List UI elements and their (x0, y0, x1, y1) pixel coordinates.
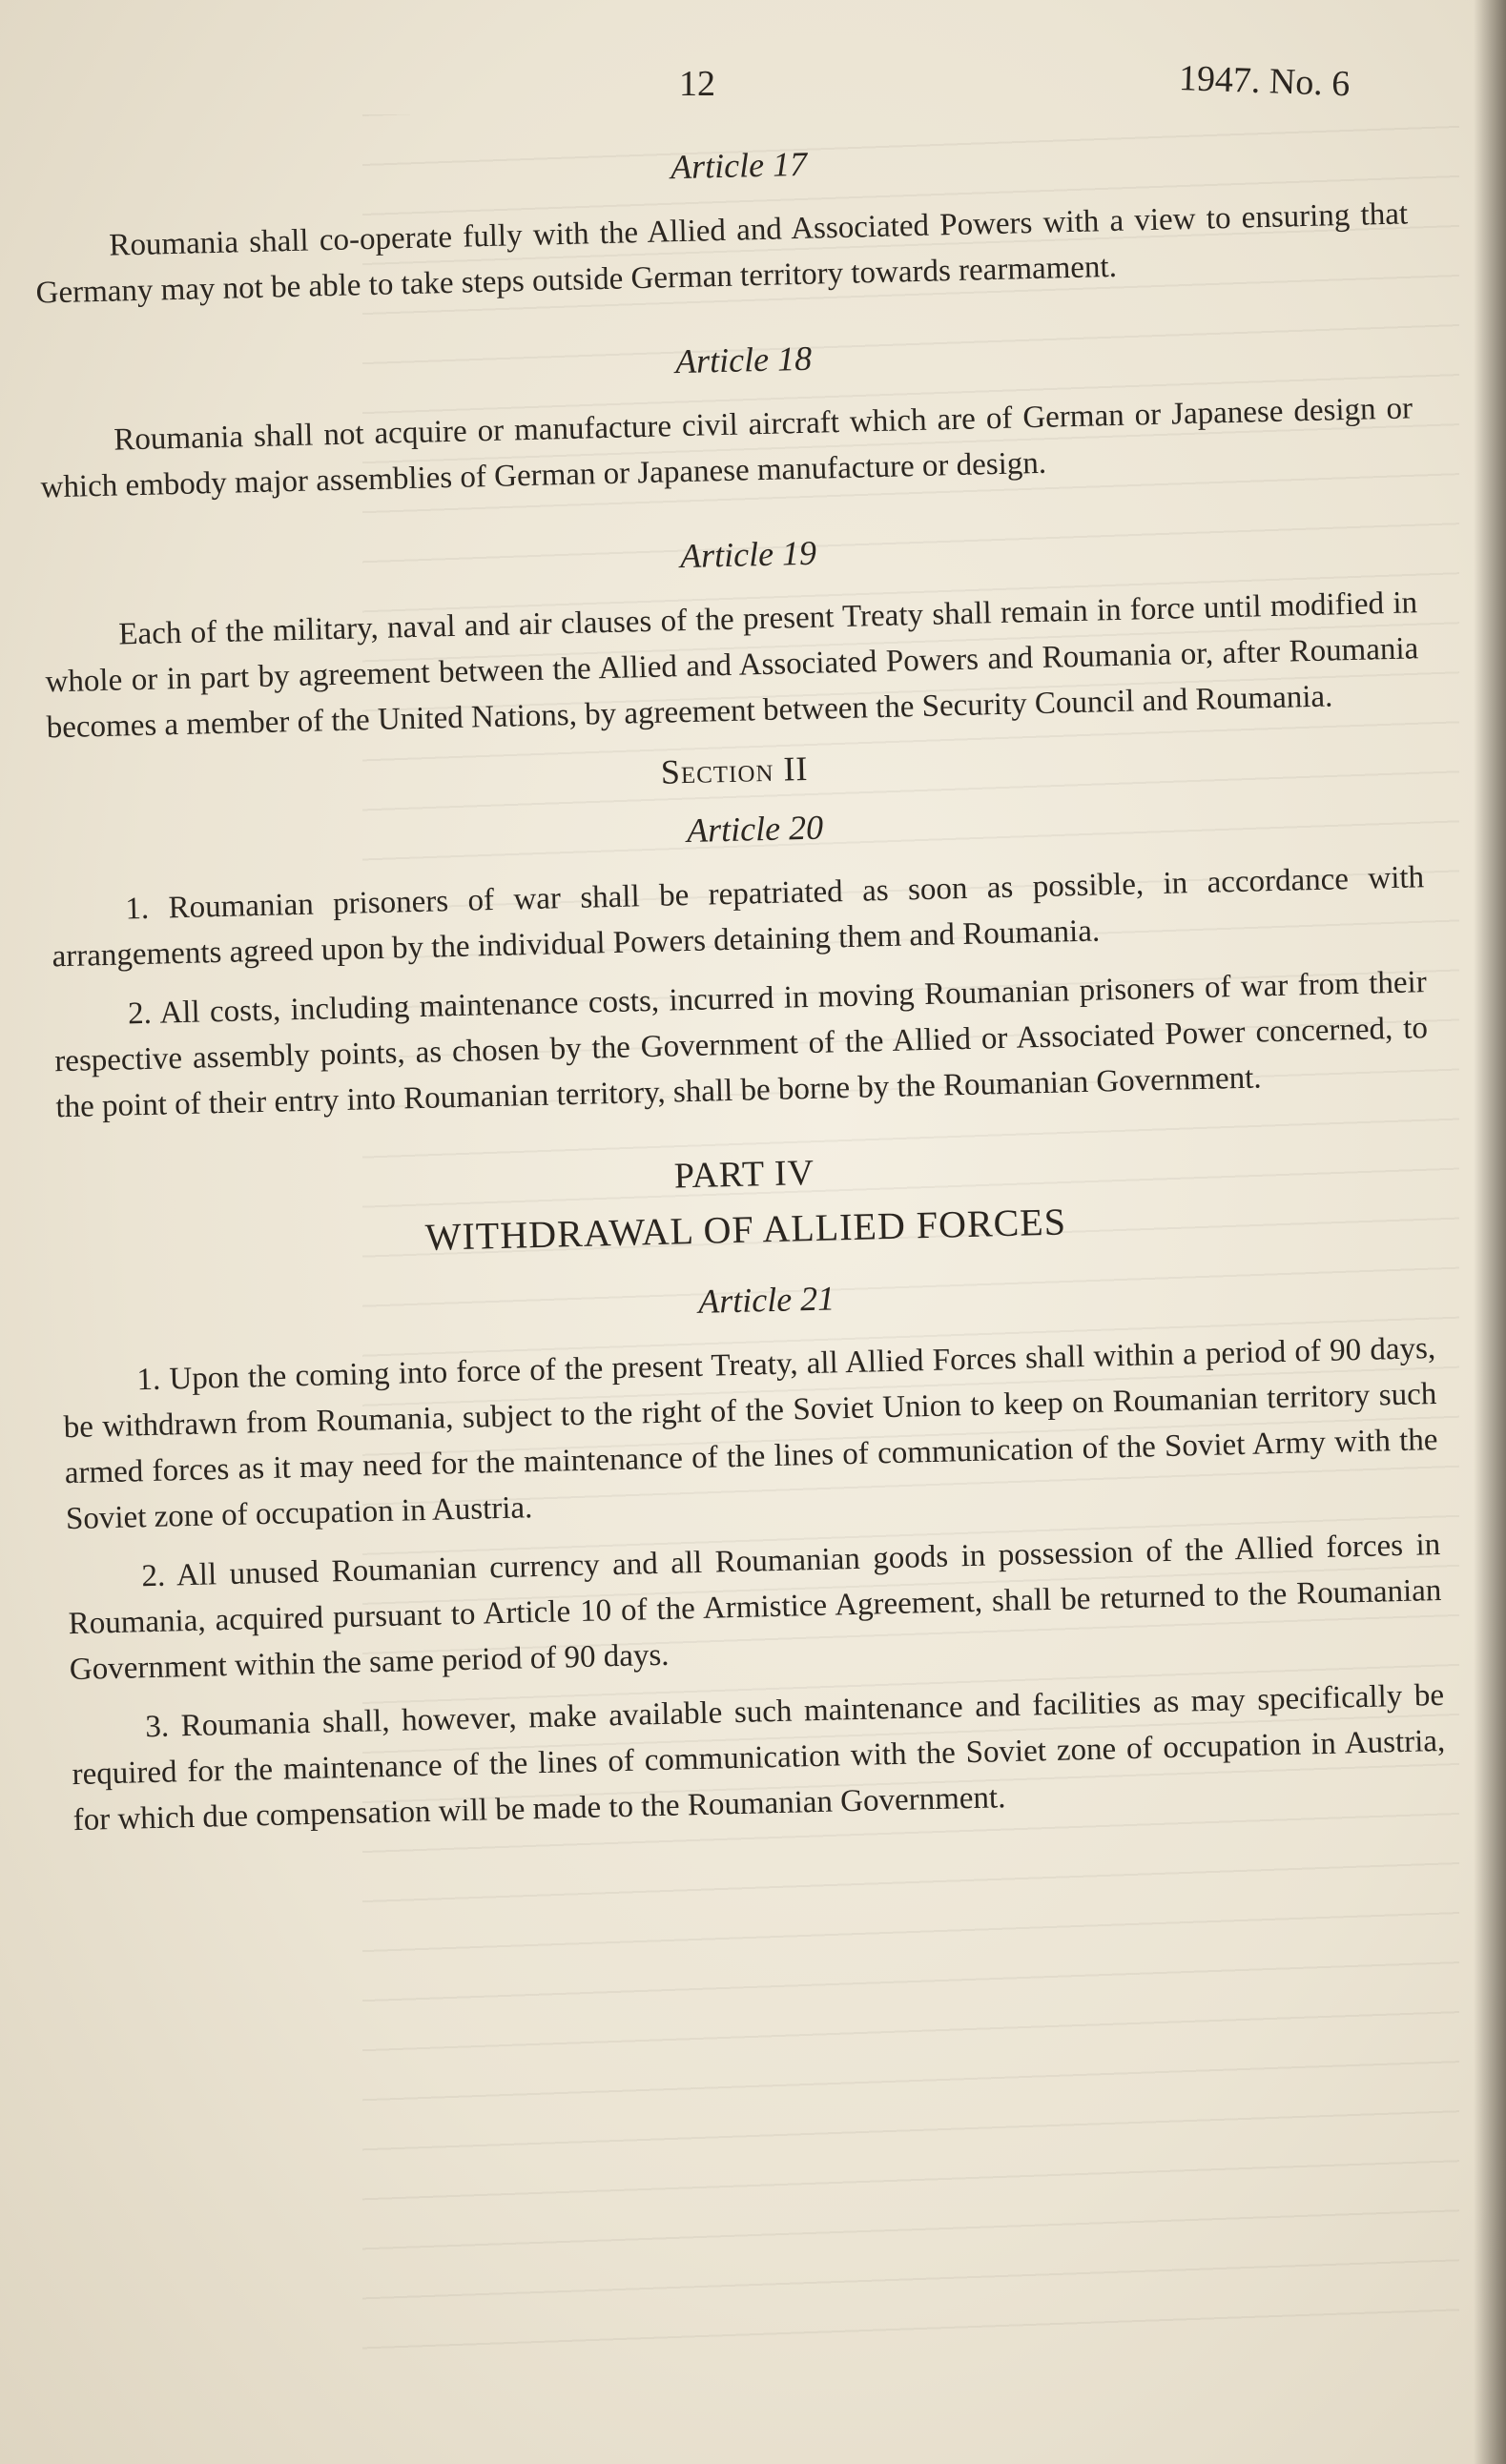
part-title: WITHDRAWAL OF ALLIED FORCES (424, 1200, 1067, 1259)
page-number: 12 (679, 64, 715, 104)
binding-shadow (1474, 0, 1506, 2464)
article-20-paragraph-2: 2. All costs, including maintenance costs, incurred in moving Roumanian prisoners of war from their respective assembly points, as chosen by the Government of the Allied or Associated Power concerned, to the point of their entry into Roumanian territory, shall be borne by the Roumanian Government. (53, 965, 1429, 1125)
article-17-paragraph: Roumania shall co-operate fully with the Allied and Associated Powers with a view to ensuring that Germany may not be able to take steps outside German territory towards rearmament. (35, 196, 1409, 311)
article-20-paragraph-1: 1. Roumanian prisoners of war shall be repatriated as soon as possible, in accordance with arrangements agreed upon by the individual Powers detaining them and Roumania. (52, 860, 1425, 975)
article-17-heading: Article 17 (670, 144, 808, 187)
article-18-heading: Article 18 (674, 339, 813, 381)
article-20-heading: Article 20 (686, 808, 824, 851)
article-21-paragraph-1: 1. Upon the coming into force of the present Treaty, all Allied Forces shall within a period of 90 days, be withdrawn from Roumania, subject to the right of the Soviet Union to keep on Roumanian territory such armed forces as it may need for the maintenance of the lines of communication of the Soviet Army with the Soviet zone of occupation in Austria. (63, 1331, 1438, 1537)
year-and-number: 1947. No. 6 (1178, 58, 1351, 105)
article-19-paragraph: Each of the military, naval and air clauses of the present Treaty shall remain in force until modified in whole or in part by agreement between the Allied and Associated Powers and Roumania or, after Roumania becomes a member of the United Nations, by agreement between the Security Council and Roumania. (45, 585, 1419, 746)
article-19-heading: Article 19 (679, 533, 817, 576)
article-18-paragraph: Roumania shall not acquire or manufacture civil aircraft which are of German or Japanese design or which embody major assemblies of German or Japanese manufacture or design. (40, 391, 1413, 505)
article-21-heading: Article 21 (697, 1279, 836, 1321)
page-header (0, 55, 1506, 113)
article-21-paragraph-3: 3. Roumania shall, however, make available such maintenance and facilities as may specifically be required for the maintenance of the lines of communication with the Soviet zone of occupation in Austria, for which due compensation will be made to the Roumanian Government. (72, 1677, 1446, 1838)
treaty-text (32, 126, 1447, 1843)
section-heading: Section II (660, 749, 809, 791)
part-heading: PART IV (673, 1152, 815, 1197)
article-21-paragraph-2: 2. All unused Roumanian currency and all Roumanian goods in possession of the Allied forces in Roumania, acquired pursuant to Article 10 of the Armistice Agreement, shall be returned to the Roumanian Government within the same period of 90 days. (68, 1527, 1442, 1688)
